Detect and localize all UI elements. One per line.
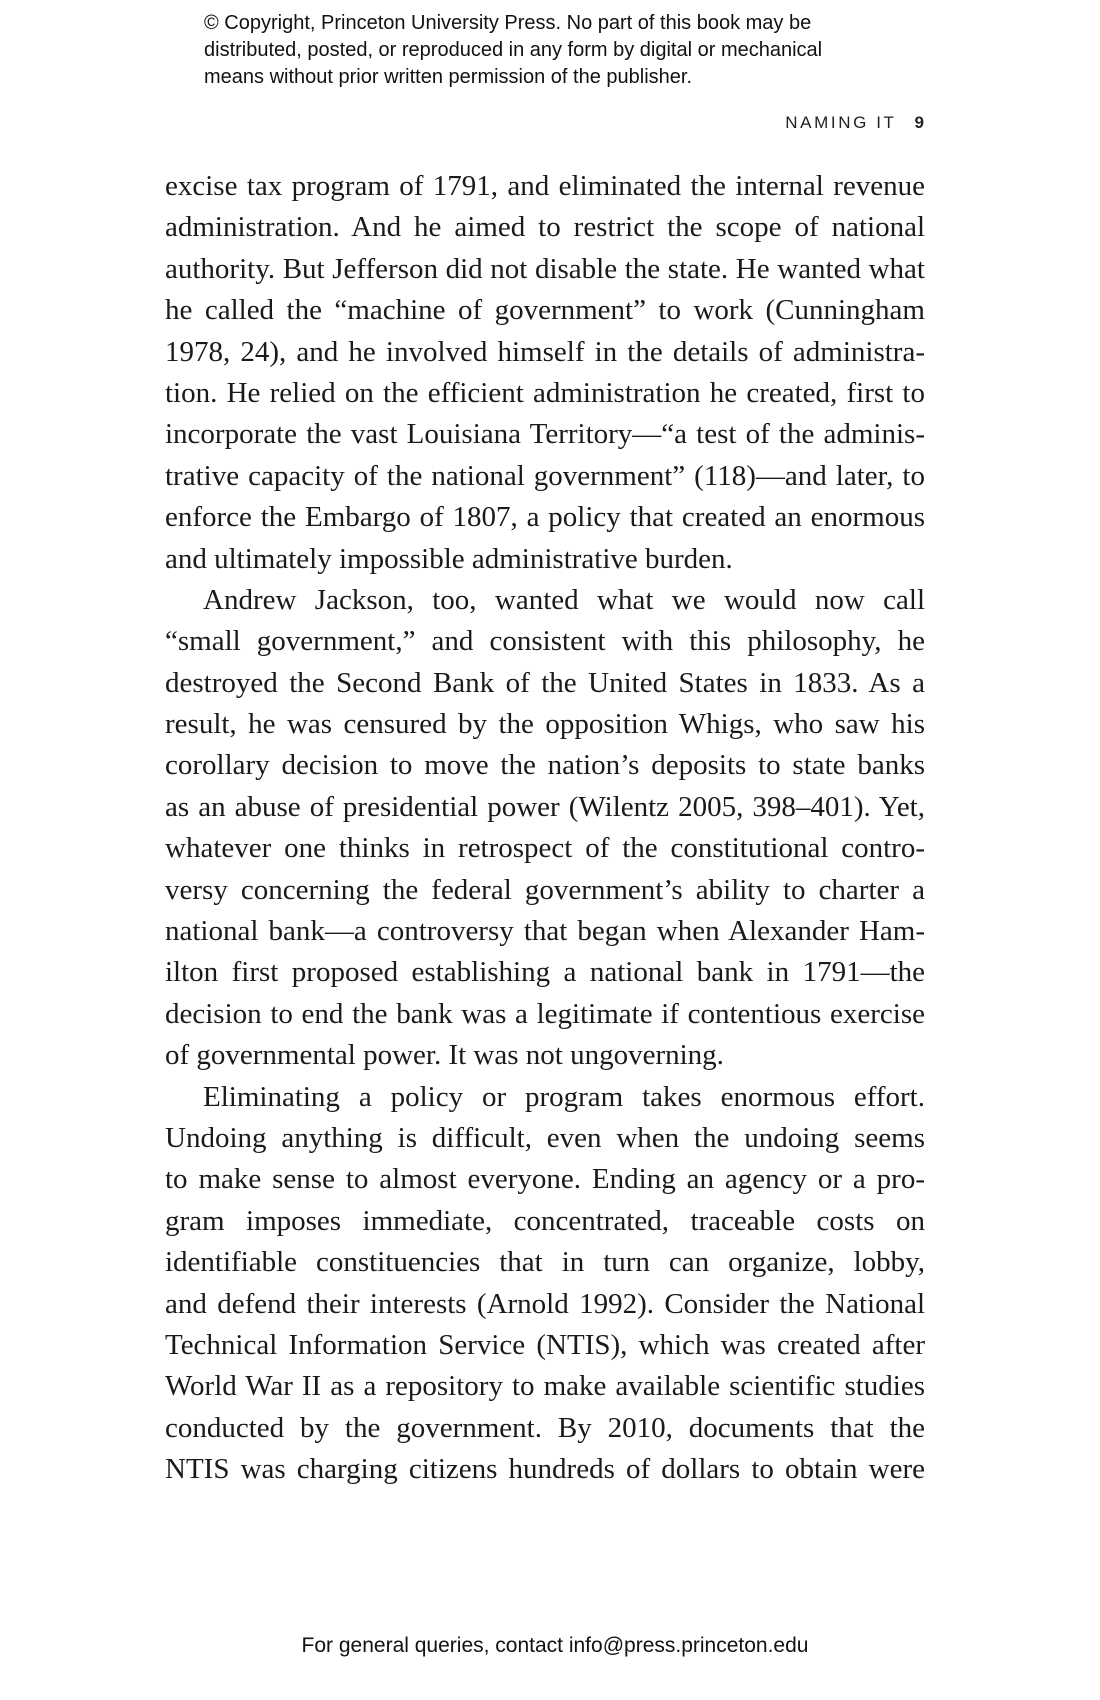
- copyright-line: means without prior written permission of the publisher.: [204, 66, 693, 88]
- text-line: conducted by the government. By 2010, documents that the: [165, 1411, 925, 1444]
- page-number: 9: [914, 113, 924, 132]
- text-line: destroyed the Second Bank of the United States in 1833. As a: [165, 666, 925, 699]
- text-line: trative capacity of the national government” (118)—and later, to: [165, 459, 925, 492]
- body-text: [165, 166, 925, 1491]
- text-line: and defend their interests (Arnold 1992). Consider the National: [165, 1287, 925, 1320]
- running-head: [785, 113, 924, 133]
- text-line: Technical Information Service (NTIS), which was created after: [165, 1328, 925, 1361]
- text-line: he called the “machine of government” to work (Cunningham: [165, 294, 925, 327]
- text-line: identifiable constituencies that in turn can organize, lobby,: [165, 1246, 925, 1279]
- text-line: Eliminating a policy or program takes enormous effort.: [203, 1080, 925, 1113]
- paragraph: [165, 580, 925, 1077]
- text-line: NTIS was charging citizens hundreds of dollars to obtain were: [165, 1453, 925, 1486]
- text-line: 1978, 24), and he involved himself in the details of administra-: [165, 335, 925, 368]
- footer-contact: For general queries, contact info@press.princeton.edu: [301, 1634, 809, 1657]
- text-line: of governmental power. It was not ungoverning.: [165, 1039, 724, 1072]
- paragraph: [165, 166, 925, 580]
- text-line: enforce the Embargo of 1807, a policy that created an enormous: [165, 501, 925, 534]
- text-line: result, he was censured by the opposition Whigs, who saw his: [165, 708, 925, 741]
- copyright-line: © Copyright, Princeton University Press. No part of this book may be: [204, 12, 812, 34]
- text-line: World War II as a repository to make available scientific studies: [165, 1370, 925, 1403]
- text-line: authority. But Jefferson did not disable the state. He wanted what: [165, 252, 925, 285]
- running-head-title: NAMING IT: [785, 113, 897, 132]
- paragraph: [165, 1077, 925, 1491]
- text-line: Undoing anything is difficult, even when the undoing seems: [165, 1121, 925, 1154]
- text-line: national bank—a controversy that began when Alexander Ham-: [165, 915, 925, 948]
- text-line: incorporate the vast Louisiana Territory—“a test of the adminis-: [165, 418, 925, 451]
- text-line: and ultimately impossible administrative burden.: [165, 542, 733, 575]
- text-line: decision to end the bank was a legitimate if contentious exercise: [165, 997, 925, 1030]
- text-line: gram imposes immediate, concentrated, traceable costs on: [165, 1204, 925, 1237]
- text-line: as an abuse of presidential power (Wilentz 2005, 398–401). Yet,: [165, 790, 925, 823]
- text-line: corollary decision to move the nation’s deposits to state banks: [165, 749, 925, 782]
- text-line: to make sense to almost everyone. Ending an agency or a pro-: [165, 1163, 925, 1196]
- text-line: versy concerning the federal government’s ability to charter a: [165, 873, 925, 906]
- text-line: “small government,” and consistent with this philosophy, he: [165, 625, 925, 658]
- text-line: tion. He relied on the efficient administration he created, first to: [165, 376, 925, 409]
- copyright-line: distributed, posted, or reproduced in any form by digital or mechanical: [204, 39, 823, 61]
- text-line: excise tax program of 1791, and eliminated the internal revenue: [165, 170, 925, 202]
- text-line: whatever one thinks in retrospect of the constitutional contro-: [165, 832, 925, 865]
- copyright-notice: [204, 10, 924, 91]
- text-line: ilton first proposed establishing a national bank in 1791—the: [165, 956, 925, 989]
- text-line: administration. And he aimed to restrict the scope of national: [165, 211, 925, 244]
- text-line: Andrew Jackson, too, wanted what we would now call: [203, 583, 925, 616]
